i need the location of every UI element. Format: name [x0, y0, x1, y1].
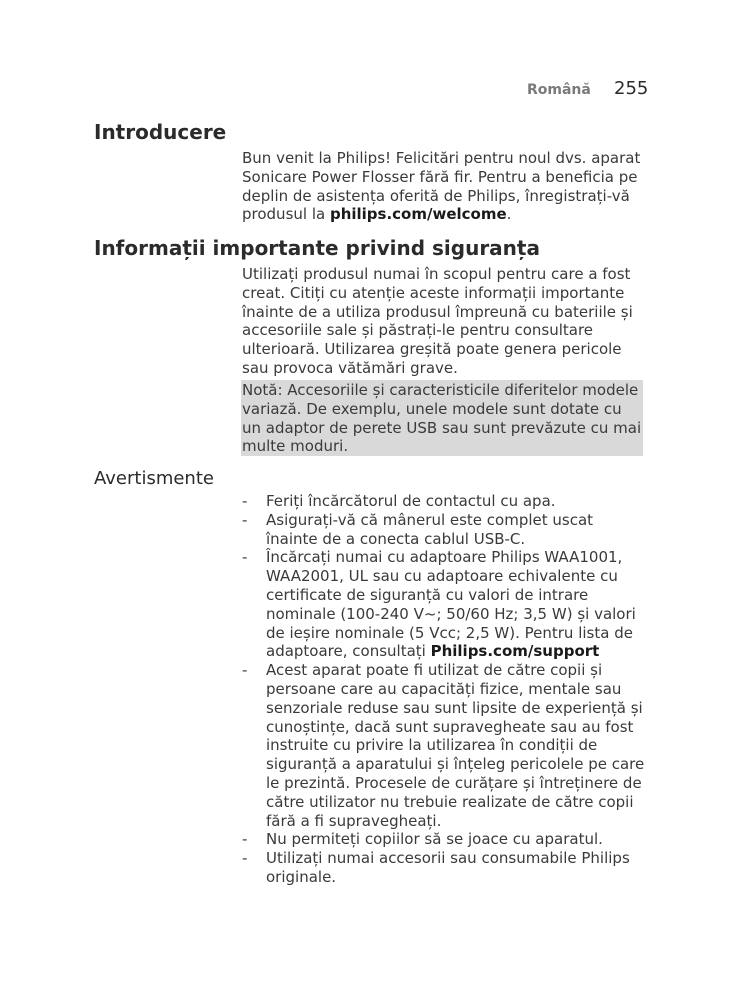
intro-heading: Introducere: [94, 120, 227, 144]
page-number: 255: [614, 78, 649, 99]
list-item-text: Încărcați numai cu adaptoare Philips WAA1001, WAA2001, UL sau cu adaptoare echivalente cu certificate de siguranță cu valori de intrare nominale (100-240 V~; 50/60 Hz; 3,5 W) și valori de ieșire nominale (5 Vcc; 2,5 W). Pentru lista de adaptoare, consultați: [266, 548, 636, 661]
safety-heading: Informații importante privind siguranța: [94, 236, 540, 260]
list-item-text: Acest aparat poate fi utilizat de către copii și persoane care au capacități fizice, mentale sau senzoriale reduse sau sunt lipsite de experiență și cunoștințe, dacă sunt supravegheate sau au fost instruite cu privire la utilizarea în condiții de siguranță a aparatului și înțeleg pericolele pe care le prezintă. Procesele de curățare și întreținere de către utilizator nu trebuie realizate de către copii fără a fi supravegheați.: [266, 661, 645, 830]
language-label: Română: [527, 82, 591, 98]
list-item-text: Nu permiteți copiilor să se joace cu aparatul.: [266, 830, 603, 849]
warnings-heading: Avertismente: [94, 468, 214, 489]
list-dash: -: [242, 830, 248, 849]
intro-text: Bun venit la Philips! Felicitări pentru noul dvs. aparat Sonicare Power Flosser fără fir. Pentru a beneficia pe deplin de asistența oferită de Philips, înregistrați-vă produsul la: [242, 149, 641, 224]
list-item: [242, 511, 646, 549]
list-dash: -: [242, 849, 248, 868]
list-item: [242, 830, 646, 849]
list-dash: -: [242, 510, 248, 529]
list-dash: -: [242, 548, 248, 567]
warnings-list: [242, 492, 646, 887]
list-item: [242, 492, 646, 511]
welcome-link[interactable]: philips.com/welcome: [329, 205, 507, 224]
list-dash: -: [242, 661, 248, 680]
list-item-text: Utilizați numai accesorii sau consumabile Philips originale.: [266, 849, 630, 886]
safety-paragraph: Utilizați produsul numai în scopul pentru care a fost creat. Citiți cu atenție aceste informații importante înainte de a utiliza produsul împreună cu bateriile și accesoriile sale și păstrați-le pentru consultare ulterioară. Utilizarea greșită poate genera pericole sau provoca vătămări grave.: [242, 265, 633, 377]
list-item: [242, 548, 646, 661]
list-dash: -: [242, 492, 248, 510]
list-item: [242, 661, 646, 830]
list-item: [242, 849, 646, 887]
intro-paragraph: [242, 149, 646, 224]
intro-text-end: .: [506, 205, 512, 224]
support-link[interactable]: Philips.com/support: [430, 642, 600, 661]
note-text: Notă: Accesoriile și caracteristicile diferitelor modele variază. De exemplu, unele modele sunt dotate cu un adaptor de perete USB sau sunt prevăzute cu mai multe moduri.: [242, 381, 642, 456]
list-item-text: Asigurați-vă că mânerul este complet uscat înainte de a conecta cablul USB-C.: [266, 510, 594, 548]
list-item-text: Feriți încărcătorul de contactul cu apa.: [266, 492, 556, 510]
